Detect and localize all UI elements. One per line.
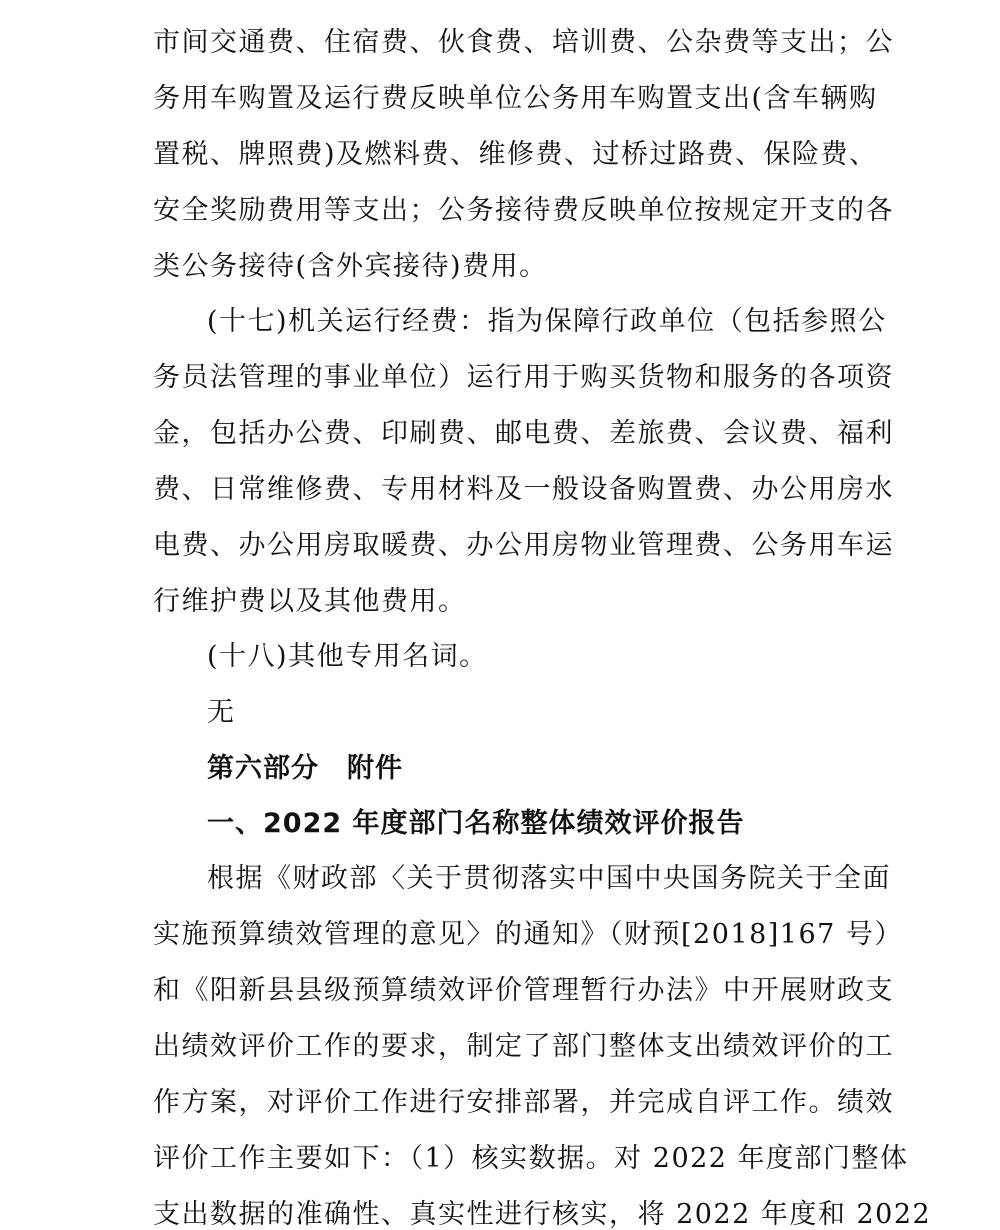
text-line: 实施预算绩效管理的意见〉的通知》（财预[2018]167 号）	[153, 919, 903, 950]
text-line: 行维护费以及其他费用。	[153, 586, 467, 617]
text-line: 作方案，对评价工作进行安排部署，并完成自评工作。绩效	[153, 1087, 894, 1118]
section-heading: 第六部分 附件	[207, 753, 403, 784]
text-line: 和《阳新县县级预算绩效评价管理暂行办法》中开展财政支	[153, 975, 894, 1006]
text-line: 类公务接待(含外宾接待)费用。	[153, 251, 548, 282]
text-line: 市间交通费、住宿费、伙食费、培训费、公杂费等支出；公	[153, 27, 894, 58]
paragraph-heading: (十八)其他专用名词。	[207, 641, 488, 672]
text-line: 费、日常维修费、专用材料及一般设备购置费、办公用房水	[153, 474, 894, 505]
text-line: 出绩效评价工作的要求，制定了部门整体支出绩效评价的工	[153, 1031, 894, 1062]
report-title: 一、2022 年度部门名称整体绩效评价报告	[207, 808, 745, 839]
text-line: 评价工作主要如下：（1）核实数据。对 2022 年度部门整体	[153, 1143, 909, 1174]
text-line: 支出数据的准确性、真实性进行核实，将 2022 年度和 2022	[153, 1199, 932, 1230]
text-line: 根据《财政部〈关于贯彻落实中国中央国务院关于全面	[207, 863, 891, 894]
text-line: 置税、牌照费)及燃料费、维修费、过桥过路费、保险费、	[153, 139, 878, 170]
text-line: 务员法管理的事业单位）运行用于购买货物和服务的各项资	[153, 362, 894, 393]
paragraph-heading: (十七)机关运行经费：指为保障行政单位（包括参照公	[207, 306, 887, 337]
text-line: 务用车购置及运行费反映单位公务用车购置支出(含车辆购	[153, 83, 878, 114]
text-line: 金，包括办公费、印刷费、邮电费、差旅费、会议费、福利	[153, 418, 894, 449]
text-line: 无	[207, 697, 236, 728]
text-line: 安全奖励费用等支出；公务接待费反映单位按规定开支的各	[153, 195, 894, 226]
text-line: 电费、办公用房取暖费、办公用房物业管理费、公务用车运	[153, 530, 894, 561]
